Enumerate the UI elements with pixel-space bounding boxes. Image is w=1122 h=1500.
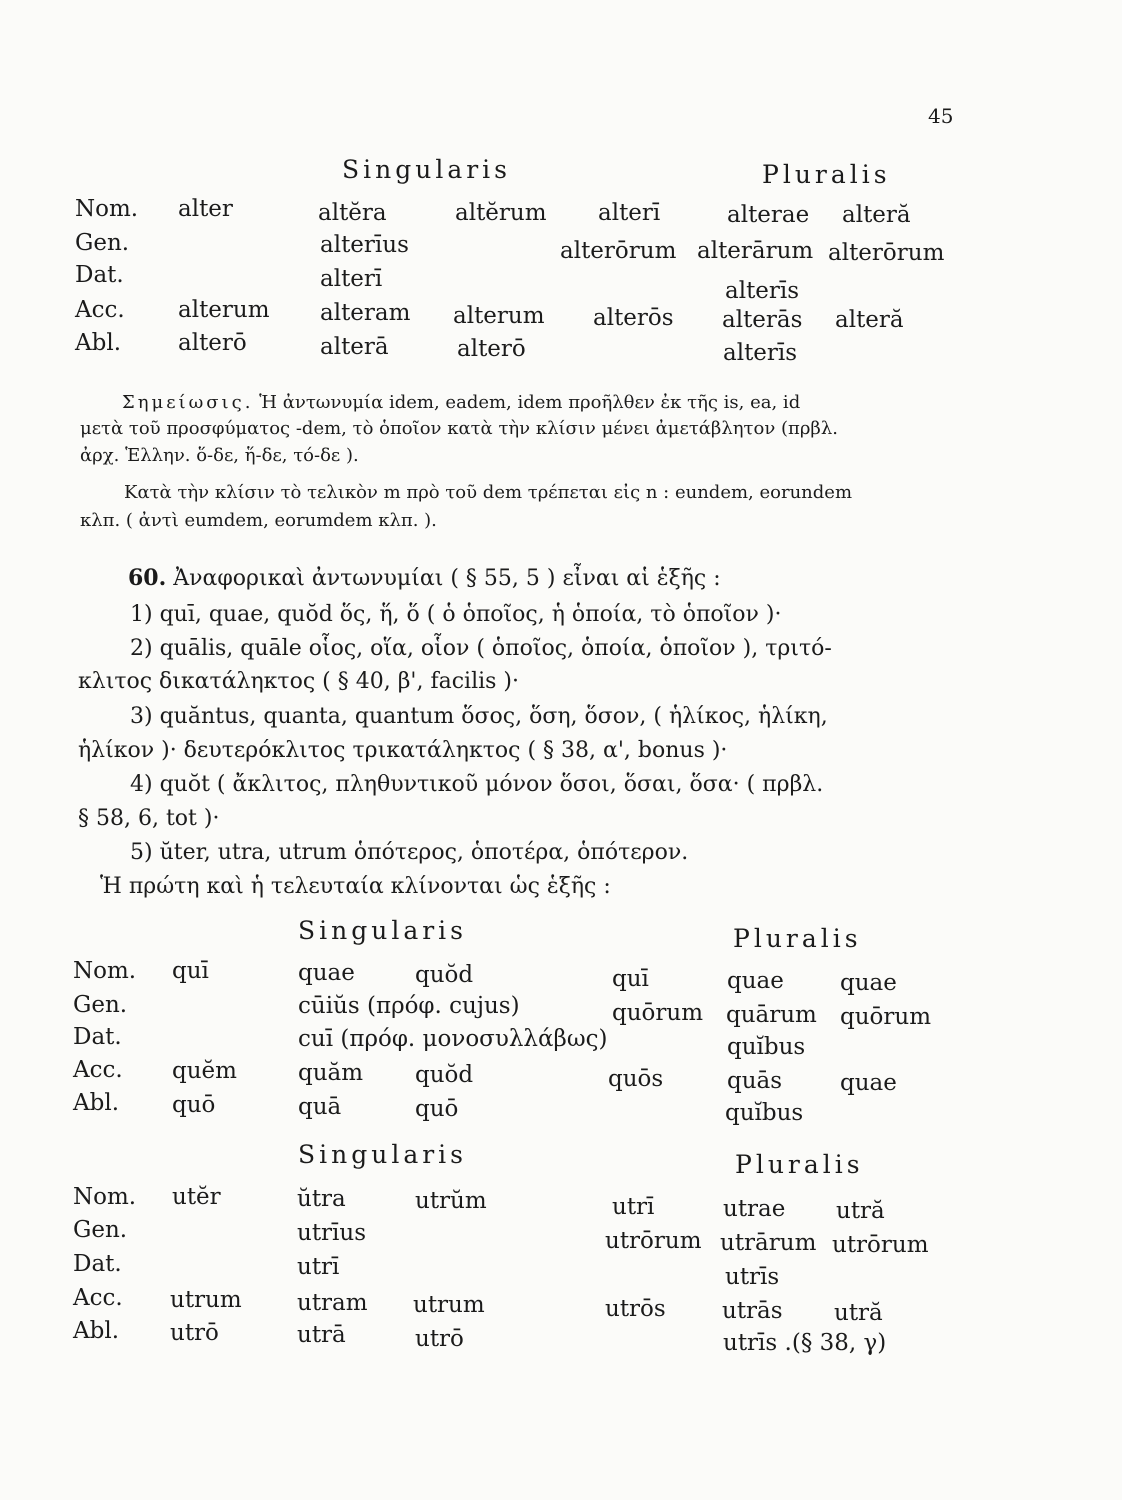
case-label: Gen.: [75, 230, 130, 256]
table-cell: utrī: [612, 1194, 655, 1220]
table-cell: alterīus: [320, 232, 409, 258]
table-cell: quŏd: [415, 962, 474, 988]
table-cell: quae: [298, 960, 355, 986]
table-cell: utrōrum: [832, 1232, 929, 1258]
table-cell: alterī: [598, 200, 661, 226]
table-cell: cūiŭs (πρόφ. cujus): [298, 993, 520, 1019]
table-cell: utră: [834, 1300, 883, 1326]
note-line: ἀρχ. Ἑλλην. ὅ-δε, ἥ-δε, τό-δε ).: [80, 445, 359, 466]
list-item: ἡλίκον )· δευτερόκλιτος τρικατάληκτος ( § 38, α', bonus )·: [78, 738, 728, 763]
table-cell: quōrum: [612, 1000, 704, 1026]
case-label: Nom.: [73, 958, 137, 984]
table-cell: quŏd: [415, 1062, 474, 1088]
table-cell: alterum: [178, 297, 270, 323]
table-cell: alterōrum: [560, 238, 677, 264]
table-cell: quō: [172, 1092, 216, 1118]
table-cell: alterās: [722, 307, 803, 333]
table-cell: quā: [298, 1094, 342, 1120]
case-label: Acc.: [73, 1285, 123, 1311]
case-label: Dat.: [75, 262, 124, 288]
table-cell: alterae: [727, 202, 810, 228]
table-cell: utrārum: [720, 1230, 817, 1256]
table-cell: utrum: [413, 1292, 485, 1318]
table-cell: quae: [840, 1070, 897, 1096]
section-heading: 60. Ἀναφορικαὶ ἀντωνυμίαι ( § 55, 5 ) εἶναι αἱ ἑξῆς :: [128, 565, 721, 591]
table-cell: utrōrum: [605, 1228, 702, 1254]
section-number: 60.: [128, 565, 167, 591]
table-cell: alteră: [835, 307, 904, 333]
table-cell: utrīus: [297, 1220, 367, 1246]
plural-header: Pluralis: [735, 1150, 864, 1179]
table-cell: utrum: [170, 1287, 242, 1313]
table-cell: ŭtra: [297, 1186, 346, 1212]
case-label: Abl.: [73, 1318, 119, 1344]
table-cell: utrā: [297, 1322, 346, 1348]
table-cell: quō: [415, 1096, 459, 1122]
table-cell: alter: [178, 196, 233, 222]
note-line: Κατὰ τὴν κλίσιν τὸ τελικὸν m πρὸ τοῦ dem τρέπεται εἰς n : eundem, eorundem: [124, 482, 853, 503]
list-item: 1) quī, quae, quŏd ὅς, ἥ, ὅ ( ὁ ὁποῖος, ἡ ὁποία, τὸ ὁποῖον )·: [130, 602, 782, 627]
table-cell: alteram: [320, 300, 411, 326]
closing-line: Ἡ πρώτη καὶ ἡ τελευταία κλίνονται ὡς ἑξῆς :: [100, 874, 611, 899]
table-cell: alteră: [842, 202, 911, 228]
case-label: Acc.: [75, 297, 125, 323]
table-cell: alterō: [178, 330, 247, 356]
table-cell: alterum: [453, 303, 545, 329]
table-cell: utrīs .(§ 38, γ): [723, 1330, 887, 1356]
table-cell: quĕm: [172, 1058, 237, 1084]
case-label: Nom.: [75, 196, 139, 222]
singular-header: Singularis: [298, 1140, 468, 1169]
table-cell: quōrum: [840, 1004, 932, 1030]
case-label: Nom.: [73, 1184, 137, 1210]
table-cell: altĕrum: [455, 200, 547, 226]
table-cell: alterōrum: [828, 240, 945, 266]
case-label: Abl.: [75, 330, 121, 356]
list-item: 3) quăntus, quanta, quantum ὅσος, ὅση, ὅσον, ( ἡλίκος, ἡλίκη,: [130, 704, 828, 729]
table-cell: utĕr: [172, 1184, 221, 1210]
table-cell: quae: [727, 968, 784, 994]
list-item: κλιτος δικατάληκτος ( § 40, β', facilis )·: [78, 669, 520, 694]
table-cell: altĕra: [318, 200, 387, 226]
list-item: 5) ŭter, utra, utrum ὁπότερος, ὁποτέρα, ὁπότερον.: [130, 840, 689, 865]
note-line: Σημείωσις. Ἡ ἀντωνυμία idem, eadem, idem προῆλθεν ἐκ τῆς is, ea, id: [122, 392, 801, 413]
table-cell: quĭbus: [725, 1100, 804, 1126]
note-label: Σημείωσις.: [122, 392, 254, 413]
table-cell: utram: [297, 1290, 368, 1316]
table-cell: alterīs: [725, 278, 800, 304]
table-cell: cuī (πρόφ. μονοσυλλάβως): [298, 1026, 608, 1052]
table-cell: quī: [172, 958, 209, 984]
table-cell: alterārum: [697, 238, 814, 264]
case-label: Gen.: [73, 1217, 128, 1243]
list-item: 2) quālis, quāle οἷος, οἵα, οἷον ( ὁποῖος, ὁποία, ὁποῖον ), τριτό-: [130, 636, 832, 661]
table-cell: utrīs: [725, 1264, 780, 1290]
table-cell: utrŭm: [415, 1188, 487, 1214]
case-label: Acc.: [73, 1057, 123, 1083]
page-number: 45: [928, 104, 954, 128]
table-cell: alterīs: [723, 340, 798, 366]
plural-header: Pluralis: [733, 924, 862, 953]
table-cell: alterā: [320, 334, 389, 360]
table-cell: utrō: [415, 1326, 464, 1352]
singular-header: Singularis: [342, 155, 512, 184]
table-cell: quōs: [608, 1066, 664, 1092]
table-cell: quārum: [726, 1002, 817, 1028]
note-line: μετὰ τοῦ προσφύματος -dem, τὸ ὁποῖον κατὰ τὴν κλίσιν μένει ἀμετάβλητον (πρβλ.: [80, 418, 838, 439]
table-cell: utră: [836, 1198, 885, 1224]
table-cell: alterī: [320, 266, 383, 292]
case-label: Dat.: [73, 1024, 122, 1050]
note-line: κλπ. ( ἀντὶ eumdem, eorumdem κλπ. ).: [80, 510, 437, 531]
table-cell: quī: [612, 966, 649, 992]
singular-header: Singularis: [298, 916, 468, 945]
section-reference: .(§ 38, γ): [784, 1330, 887, 1356]
list-item: § 58, 6, tot )·: [78, 806, 220, 831]
case-label: Dat.: [73, 1251, 122, 1277]
table-cell: alterōs: [593, 305, 674, 331]
case-label: Abl.: [73, 1090, 119, 1116]
case-label: Gen.: [73, 992, 128, 1018]
plural-header: Pluralis: [762, 160, 891, 189]
table-cell: quăm: [298, 1060, 364, 1086]
table-cell: utrō: [170, 1320, 219, 1346]
table-cell: alterō: [457, 336, 526, 362]
table-cell: quĭbus: [727, 1034, 806, 1060]
list-item: 4) quŏt ( ἄκλιτος, πληθυντικοῦ μόνον ὅσοι, ὅσαι, ὅσα· ( πρβλ.: [130, 772, 824, 797]
table-cell: quās: [727, 1068, 783, 1094]
table-cell: quae: [840, 970, 897, 996]
table-cell: utrās: [722, 1298, 783, 1324]
table-cell: utrī: [297, 1254, 340, 1280]
table-cell: utrōs: [605, 1296, 666, 1322]
table-cell: utrae: [723, 1196, 786, 1222]
